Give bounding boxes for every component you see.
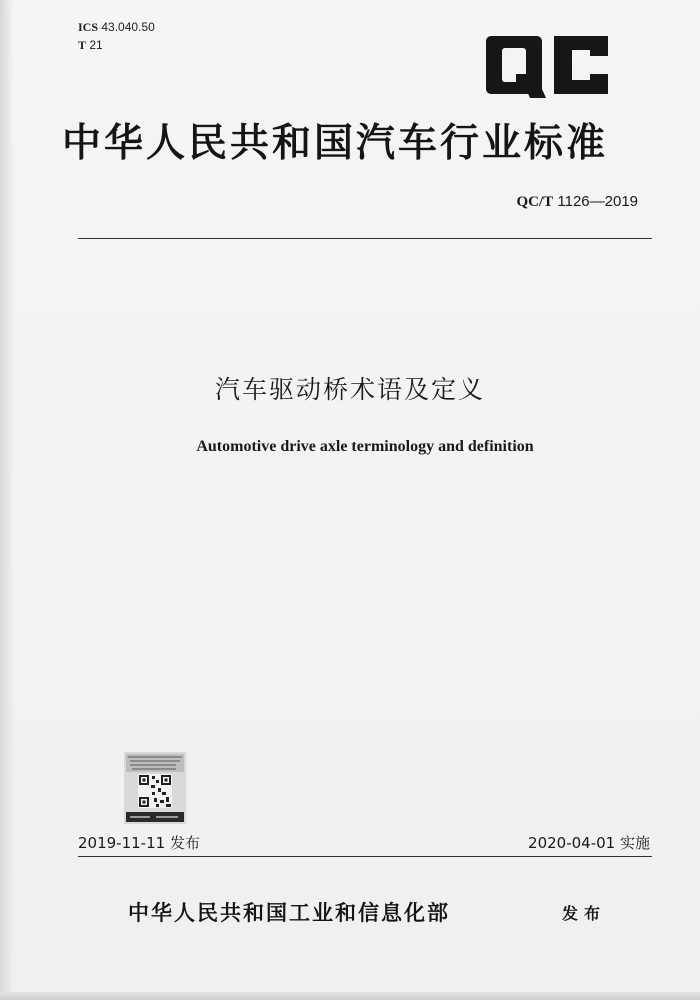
anti-counterfeit-qr-stamp <box>124 752 186 824</box>
standard-number-value: 1126—2019 <box>557 193 638 210</box>
ics-classification <box>78 20 155 34</box>
class-label: T <box>78 38 87 52</box>
issuing-authority: 中华人民共和国工业和信息化部 <box>128 900 450 925</box>
standard-number-prefix: QC/T <box>516 194 554 210</box>
qc-logo <box>486 34 610 100</box>
header-divider <box>78 238 652 239</box>
document-title-en: Automotive drive axle terminology and definition <box>196 438 534 455</box>
scan-bottom-edge <box>0 992 700 1000</box>
issue-action: 发布 <box>562 904 607 923</box>
footer-divider <box>78 856 652 857</box>
class-code: 21 <box>89 38 103 52</box>
document-title-cn: 汽车驱动桥术语及定义 <box>214 375 485 404</box>
issue-date: 2019-11-11 发布 <box>78 834 200 852</box>
standard-category-title: 中华人民共和国汽车行业标准 <box>62 120 609 166</box>
implementation-date: 2020-04-01 实施 <box>528 834 650 852</box>
ics-label: ICS <box>78 20 99 34</box>
standard-number <box>517 193 638 211</box>
ccs-classification <box>78 38 103 53</box>
scan-left-shadow <box>0 0 14 1000</box>
ics-code: 43.040.50 <box>101 20 155 34</box>
